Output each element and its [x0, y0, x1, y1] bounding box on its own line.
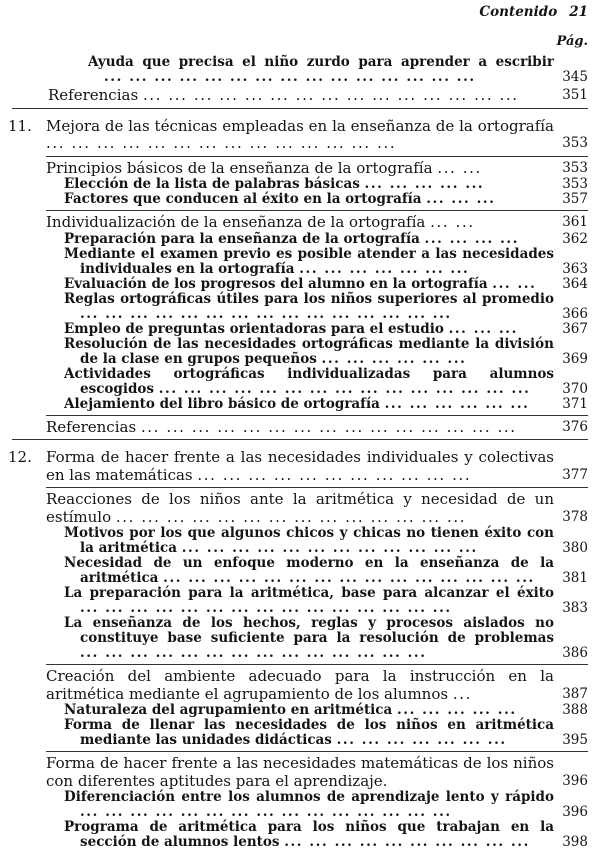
leader-dots: ... ... ... — [448, 320, 518, 337]
table-of-contents — [0, 55, 600, 850]
toc-entry-page: 395 — [562, 732, 588, 748]
toc-entry — [0, 247, 600, 277]
leader-dots: ... ... ... ... ... ... — [321, 350, 467, 367]
toc-entry-text: La preparación para la aritmética, base para alcanzar el éxito — [64, 585, 554, 601]
toc-entry-text: Ayuda que precisa el niño zurdo para aprender a escribir — [88, 54, 554, 70]
chapter-page: 353 — [562, 135, 588, 151]
toc-entry-text: Alejamiento del libro básico de ortografía — [64, 395, 380, 412]
toc-entry-text: Evaluación de los progresos del alumno en la ortografía — [64, 275, 488, 292]
toc-entry-page: 398 — [562, 834, 588, 850]
leader-dots: ... ... ... ... ... ... ... ... ... ... ... ... ... ... ... — [142, 86, 519, 104]
leader-dots: ... ... ... ... ... — [396, 702, 517, 718]
toc-entry — [0, 526, 600, 556]
leader-dots: ... ... ... ... ... ... ... ... ... ... ... ... — [181, 540, 478, 556]
toc-entry-page: 388 — [562, 702, 588, 718]
toc-entry — [0, 55, 600, 85]
toc-entry-page: 369 — [562, 350, 588, 367]
toc-entry-page: 380 — [562, 540, 588, 556]
toc-entry-text: Preparación para la enseñanza de la ortografía — [64, 230, 420, 247]
toc-entry — [0, 586, 600, 616]
chapter-page: 377 — [562, 466, 588, 483]
leader-dots: ... ... ... ... ... ... ... ... ... ... ... ... ... ... ... — [140, 417, 517, 436]
toc-entry — [0, 192, 600, 207]
leader-dots: ... ... ... ... ... ... ... — [299, 260, 470, 277]
section-heading — [0, 755, 600, 790]
section-title: Referencias — [46, 417, 137, 436]
header-page-number: 21 — [569, 4, 588, 20]
toc-entry — [0, 87, 600, 105]
toc-entry-page: 396 — [562, 804, 588, 820]
chapter-11-heading — [0, 118, 600, 153]
toc-entry — [0, 790, 600, 820]
header-section-title: Contenido — [479, 4, 558, 20]
leader-dots: ... ... ... ... ... ... ... ... ... ... ... — [197, 465, 472, 484]
toc-entry-text: Actividades ortográficas individualizadas para alumnos escogidos — [64, 365, 554, 397]
toc-entry — [0, 292, 600, 322]
toc-entry-text: Elección de la lista de palabras básicas — [64, 176, 360, 192]
toc-entry — [0, 397, 600, 412]
section-page: 376 — [562, 418, 588, 435]
section-page: 353 — [562, 159, 588, 176]
leader-dots: ... ... — [437, 158, 482, 177]
toc-entry-page: 381 — [562, 570, 588, 586]
leader-dots: ... ... ... ... ... ... ... ... ... ... ... ... ... ... ... — [158, 380, 531, 397]
toc-entry-page: 363 — [562, 260, 588, 277]
toc-entry-text: Necesidad de un enfoque moderno en la enseñanza de la aritmética — [64, 555, 554, 586]
section-heading — [0, 160, 600, 178]
chapter-number: 11. — [8, 116, 32, 135]
toc-entry — [0, 703, 600, 718]
leader-dots: ... ... ... ... ... ... ... ... ... ... ... ... ... ... — [115, 507, 467, 526]
leader-dots: ... ... ... ... ... ... — [384, 395, 530, 412]
toc-entry — [0, 322, 600, 337]
toc-entry-text: Empleo de preguntas orientadoras para el estudio — [64, 320, 444, 337]
toc-entry-page: 367 — [562, 320, 588, 337]
toc-entry-text: Programa de aritmética para los niños que trabajan en la sección de alumnos lentos — [64, 819, 554, 850]
toc-entry — [0, 177, 600, 192]
section-page: 387 — [562, 685, 588, 702]
leader-dots: ... — [452, 684, 472, 703]
section-heading — [0, 214, 600, 232]
toc-entry-page: 366 — [562, 305, 588, 322]
divider — [46, 210, 588, 211]
section-heading — [0, 491, 600, 526]
divider — [46, 664, 588, 665]
section-page: 361 — [562, 214, 588, 230]
chapter-number: 12. — [8, 448, 32, 466]
section-heading — [0, 668, 600, 703]
chapter-title: Mejora de las técnicas empleadas en la enseñanza de la ortografía — [46, 116, 554, 135]
divider — [46, 156, 588, 157]
toc-entry-page: 357 — [562, 191, 588, 207]
toc-entry-page: 364 — [562, 275, 588, 292]
toc-entry-page: 353 — [562, 176, 588, 192]
section-title: Creación del ambiente adecuado para la instrucción en la aritmética mediante el agrupamiento de los alumnos — [46, 667, 554, 703]
leader-dots: ... ... ... ... ... ... ... ... ... ... ... ... ... ... — [46, 134, 397, 152]
toc-entry — [0, 718, 600, 748]
toc-entry — [0, 556, 600, 586]
toc-entry-page: 370 — [562, 380, 588, 397]
leader-dots: ... ... — [430, 213, 475, 231]
toc-entry-text: Diferenciación entre los alumnos de aprendizaje lento y rápido — [64, 789, 554, 805]
leader-dots: ... ... ... ... ... ... ... ... ... ... ... ... ... ... — [80, 645, 427, 661]
chapter-title: Forma de hacer frente a las necesidades individuales y colectivas en las matemáticas — [46, 448, 554, 484]
toc-entry-text: Naturaleza del agrupamiento en aritmética — [64, 702, 393, 718]
leader-dots: ... ... ... ... ... ... ... ... ... ... ... ... ... ... ... — [80, 305, 452, 322]
toc-entry — [0, 277, 600, 292]
leader-dots: ... ... ... ... ... ... ... ... ... ... — [284, 834, 530, 850]
leader-dots: ... ... ... ... ... ... ... — [336, 732, 507, 748]
divider — [12, 439, 588, 440]
section-title: Principios básicos de la enseñanza de la ortografía — [46, 158, 433, 177]
divider — [46, 751, 588, 752]
leader-dots: ... ... ... — [426, 191, 496, 207]
toc-entry — [0, 232, 600, 247]
toc-entry — [0, 337, 600, 367]
toc-entry-text: Resolución de las necesidades ortográficas mediante la división de la clase en grupos pequeños — [64, 335, 554, 367]
toc-entry-page: 383 — [562, 600, 588, 616]
leader-dots: ... ... — [492, 275, 537, 292]
section-title: Reacciones de los niños ante la aritmética y necesidad de un estímulo — [46, 490, 554, 526]
toc-entry-page: 351 — [562, 87, 588, 103]
section-page: 396 — [562, 772, 588, 789]
toc-entry — [0, 367, 600, 397]
toc-entry-text: Factores que conducen al éxito en la ortografía — [64, 191, 422, 207]
page-column-label: Pág. — [556, 34, 588, 49]
leader-dots: ... ... ... ... ... — [364, 176, 485, 192]
chapter-12-heading — [0, 449, 600, 484]
leader-dots: ... ... ... ... — [424, 230, 520, 247]
leader-dots: ... ... ... ... ... ... ... ... ... ... ... ... ... ... ... — [80, 600, 452, 616]
toc-entry-page: 386 — [562, 645, 588, 661]
toc-entry-text: Referencias — [48, 86, 139, 104]
leader-dots: ... ... ... ... ... ... ... ... ... ... ... ... ... ... ... — [104, 69, 476, 85]
toc-entry-page: 371 — [562, 395, 588, 412]
divider — [46, 487, 588, 488]
toc-entry-text: Motivos por los que algunos chicos y chicas no tienen éxito con la aritmética — [64, 525, 554, 556]
divider — [12, 108, 588, 109]
section-title: Forma de hacer frente a las necesidades matemáticas de los niños con diferentes aptitudes para el aprendizaje. — [46, 754, 554, 790]
toc-entry — [0, 820, 600, 850]
running-header — [479, 4, 588, 20]
toc-entry-page: 362 — [562, 230, 588, 247]
toc-entry-text: Forma de llenar las necesidades de los niños en aritmética mediante las unidades didácticas — [64, 717, 554, 748]
toc-entry-page: 345 — [562, 69, 588, 85]
section-heading — [0, 419, 600, 437]
leader-dots: ... ... ... ... ... ... ... ... ... ... ... ... ... ... ... — [163, 570, 535, 586]
toc-entry-text: Mediante el examen previo es posible atender a las necesidades individuales en la ortografía — [64, 245, 554, 277]
toc-entry-text: La enseñanza de los hechos, reglas y procesos aislados no constituye base suficiente para la resolución de problemas — [64, 615, 554, 646]
leader-dots: ... ... ... ... ... ... ... ... ... ... ... ... ... ... ... — [80, 804, 452, 820]
section-page: 378 — [562, 508, 588, 525]
toc-entry-text: Reglas ortográficas útiles para los niños superiores al promedio — [64, 290, 554, 307]
toc-entry — [0, 616, 600, 661]
section-title: Individualización de la enseñanza de la ortografía — [46, 213, 426, 231]
divider — [46, 415, 588, 416]
